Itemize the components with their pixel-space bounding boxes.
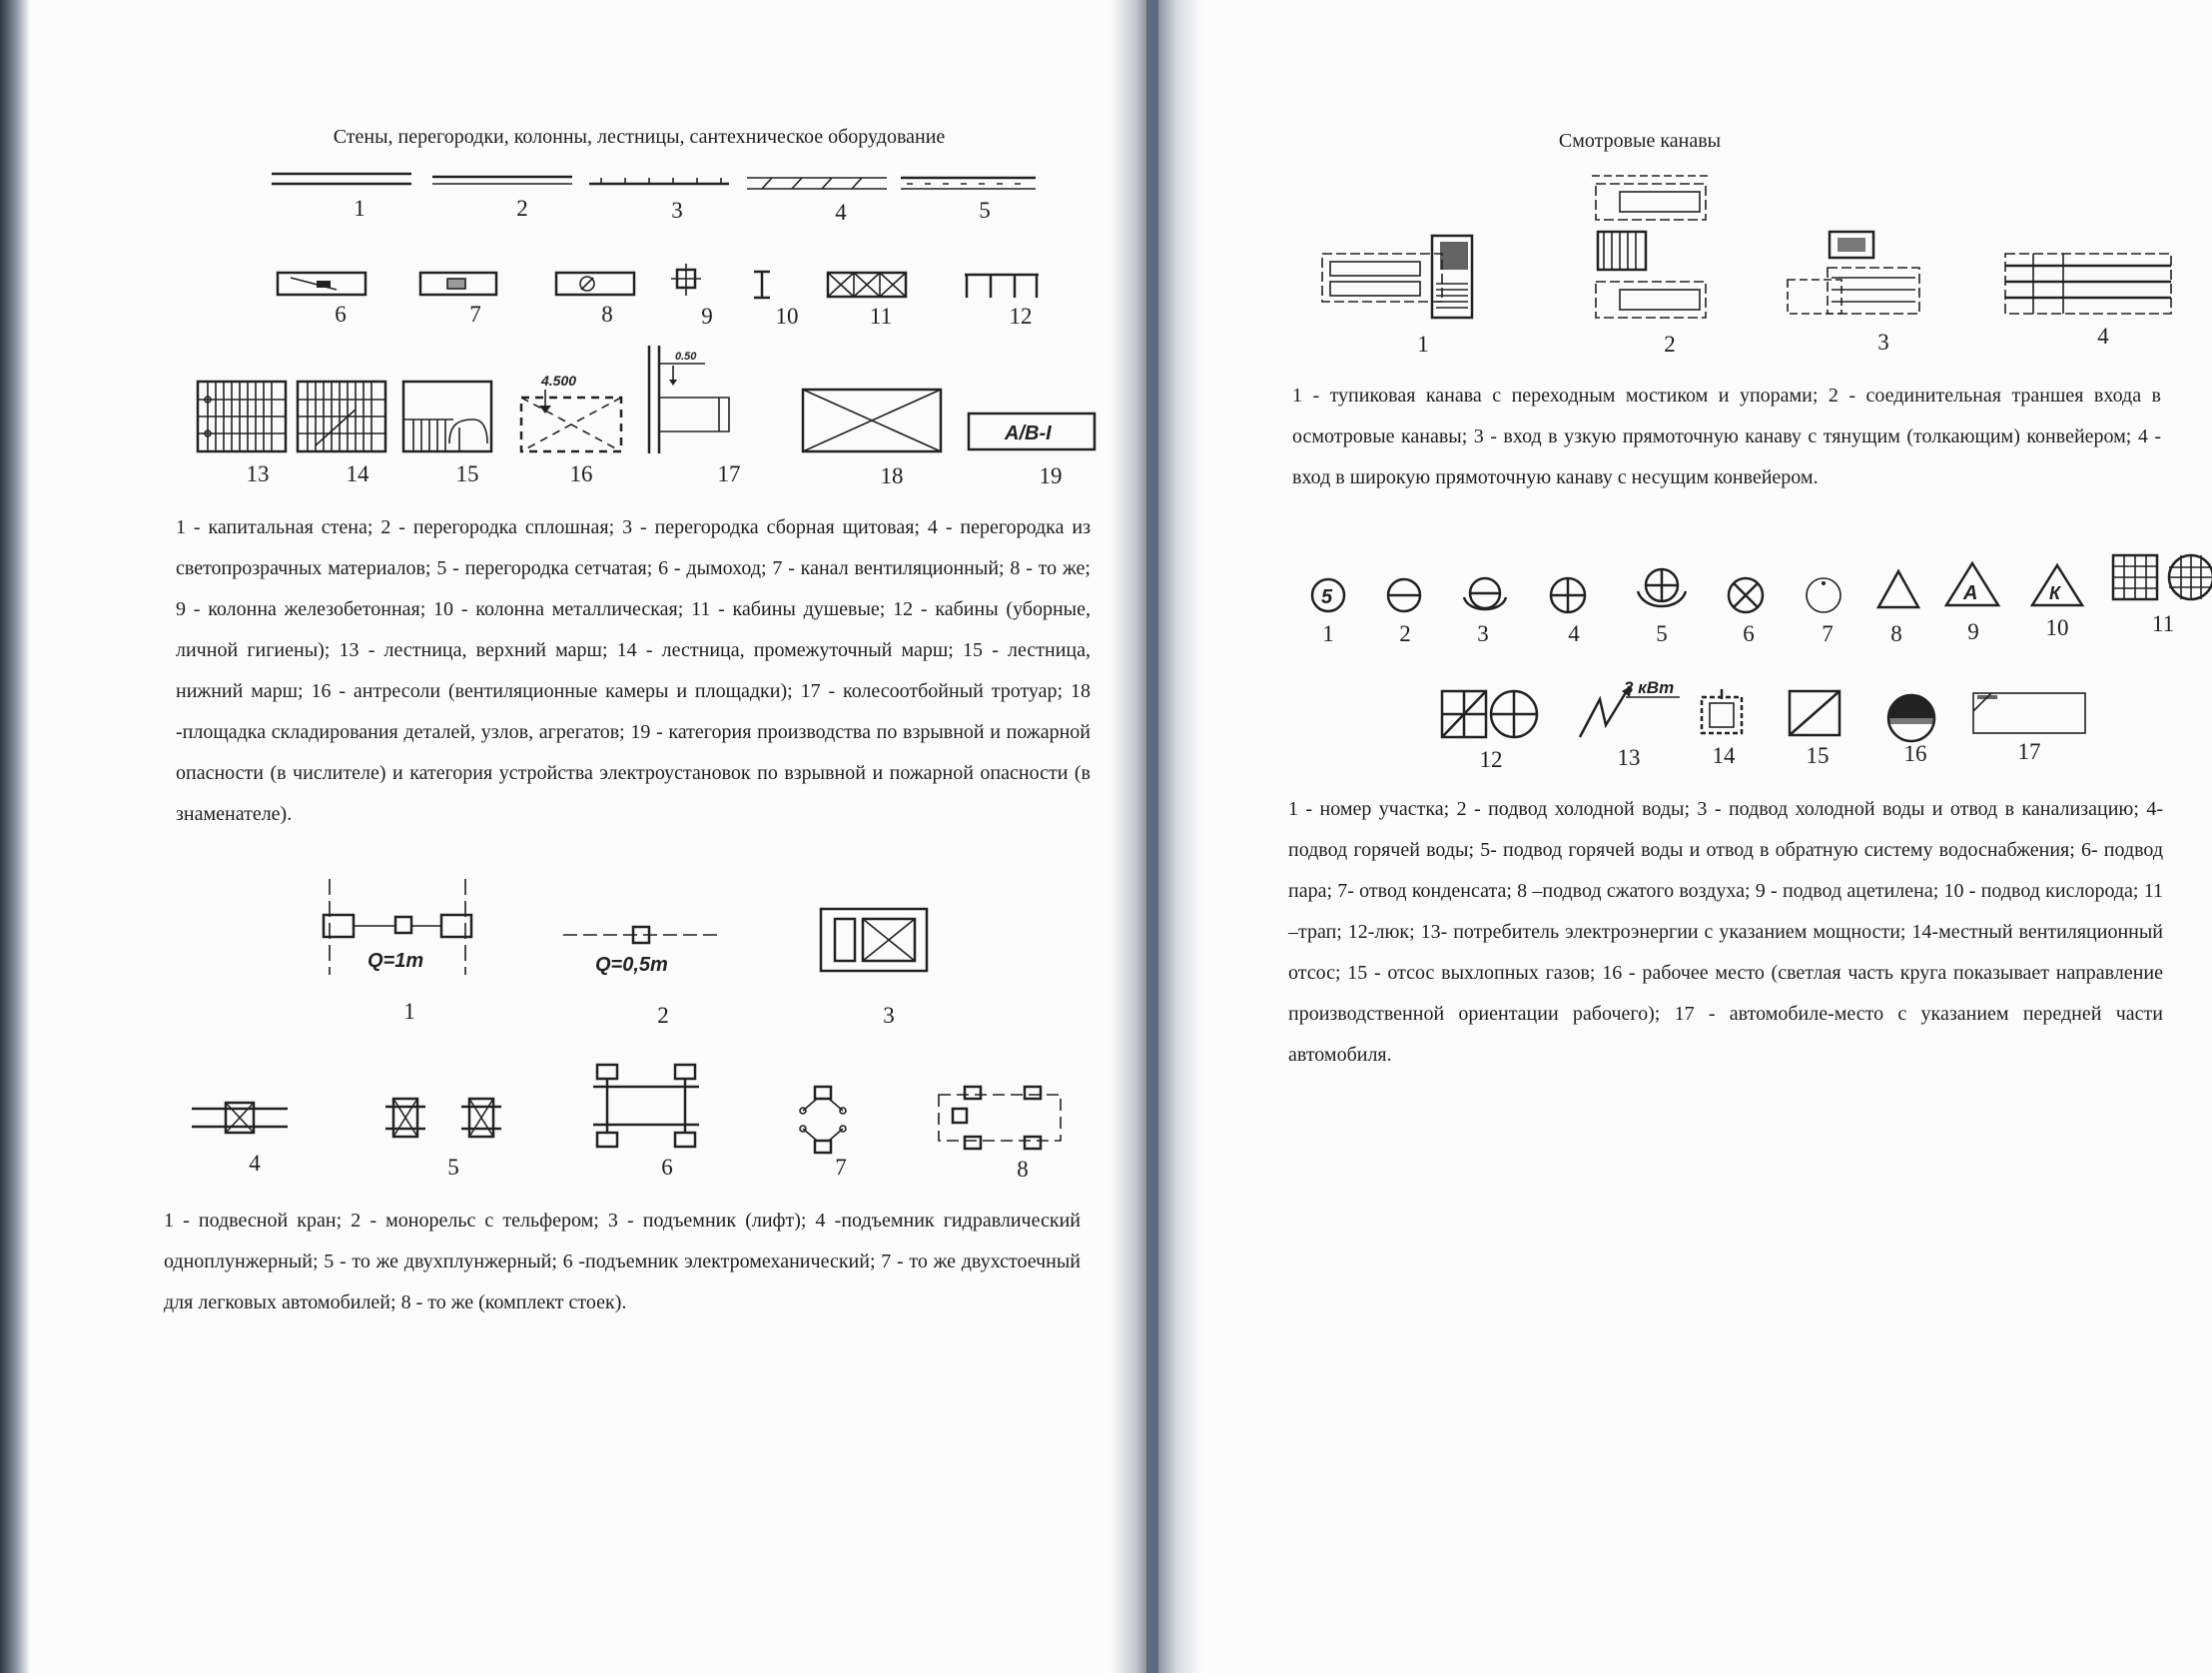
pit-label-3: 3 bbox=[1877, 330, 1889, 355]
label-4: 4 bbox=[835, 200, 847, 225]
right-page bbox=[1158, 0, 2212, 1673]
lift-label-1: 1 bbox=[403, 999, 415, 1024]
hot-water-return-icon bbox=[1634, 565, 1690, 617]
pit-label-4: 4 bbox=[2097, 324, 2109, 349]
label-11: 11 bbox=[869, 304, 893, 329]
util-label-17: 17 bbox=[2017, 739, 2041, 764]
symbol-monorail-hoist bbox=[561, 919, 721, 979]
symbol-glass-partition bbox=[747, 176, 887, 192]
pits-heading: Смотровые канавы bbox=[1558, 130, 1722, 152]
symbol-overhead-crane bbox=[318, 879, 477, 975]
label-19: 19 bbox=[1039, 463, 1063, 488]
util-label-13: 13 bbox=[1617, 745, 1641, 770]
oxygen-icon bbox=[2029, 561, 2085, 609]
util-label-10: 10 bbox=[2045, 615, 2069, 640]
util-label-9: 9 bbox=[1967, 619, 1979, 644]
symbol-shower-cabins bbox=[827, 272, 907, 298]
symbol-dead-end-pit bbox=[1320, 232, 1480, 322]
label-8: 8 bbox=[601, 302, 613, 327]
util-label-15: 15 bbox=[1806, 743, 1830, 768]
crane-capacity-label: Q=1т bbox=[368, 950, 424, 972]
label-15: 15 bbox=[455, 461, 479, 486]
util-label-12: 12 bbox=[1479, 747, 1503, 772]
symbol-stair-upper bbox=[196, 380, 288, 453]
label-7: 7 bbox=[469, 302, 481, 327]
local-exhaust-icon bbox=[1700, 689, 1744, 735]
symbol-capital-wall bbox=[272, 170, 411, 190]
label-6: 6 bbox=[335, 302, 347, 327]
symbol-narrow-pit-entry bbox=[1784, 230, 1923, 320]
category-label-19: А/В-I bbox=[1005, 422, 1052, 444]
lifts-caption: 1 - подвесной кран; 2 - монорельс с тельфером; 3 - подъемник (лифт); 4 -подъемник гидравлический одноплунжерный; 5 - то же двухплунжерный; 6 -подъемник электромеханический; 7 - то же двухстоечный для легковых автомобилей; 8 - то же (комплект стоек). bbox=[164, 1210, 1081, 1313]
util-label-7: 7 bbox=[1822, 621, 1834, 646]
symbol-hydraulic-lift-single bbox=[192, 1099, 288, 1139]
symbol-lift-post-set bbox=[935, 1085, 1065, 1151]
steam-icon bbox=[1724, 573, 1768, 617]
walls-caption: 1 - капитальная стена; 2 - перегородка сплошная; 3 - перегородка сборная щитовая; 4 - перегородка из светопрозрачных материалов; 5 - перегородка сетчатая; 6 - дымоход; 7 - канал вентиляционный; 8 - то же; 9 - колонна железобетонная; 10 - колонна металлическая; 11 - кабины душевые; 12 - кабины (уборные, личной гигиены); 13 - лестница, верхний марш; 14 - лестница, промежуточный марш; 15 - лестница, нижний марш; 16 - антресоли (вентиляционные камеры и площадки); 17 - колесоотбойный тротуар; 18 -площадка складирования деталей, узлов, агрегатов; 19 - категория производства по взрывной и пожарной опасности (в числителе) и категория устройства электроустановок по взрывной и пожарной опасности (в знаменателе). bbox=[176, 516, 1091, 825]
lift-label-7: 7 bbox=[835, 1155, 847, 1180]
walls-heading: Стены, перегородки, колонны, лестницы, сантехническое оборудование bbox=[333, 126, 946, 148]
pit-label-2: 2 bbox=[1664, 332, 1676, 357]
symbol-wheel-curb bbox=[645, 346, 785, 455]
section-number-label: 5 bbox=[1321, 586, 1333, 608]
oxygen-label: К bbox=[2049, 583, 2061, 603]
lift-label-4: 4 bbox=[249, 1151, 261, 1176]
util-label-6: 6 bbox=[1743, 621, 1755, 646]
util-label-2: 2 bbox=[1399, 621, 1411, 646]
elevation-label-16: 4.500 bbox=[541, 373, 577, 389]
power-label: 3 кВт bbox=[1624, 678, 1675, 697]
lift-label-2: 2 bbox=[657, 1003, 669, 1028]
cold-water-sewer-icon bbox=[1460, 575, 1510, 619]
floor-drain-icon bbox=[2111, 553, 2212, 605]
util-label-14: 14 bbox=[1712, 743, 1736, 768]
symbol-stair-lower bbox=[401, 380, 493, 453]
pit-label-1: 1 bbox=[1417, 332, 1429, 357]
label-5: 5 bbox=[979, 198, 991, 223]
book-gutter bbox=[1146, 0, 1158, 1673]
symbol-two-post-lift bbox=[799, 1085, 847, 1155]
monorail-capacity-label: Q=0,5т bbox=[595, 954, 668, 976]
label-16: 16 bbox=[569, 461, 593, 486]
symbol-stair-middle bbox=[296, 380, 387, 453]
label-9: 9 bbox=[701, 304, 713, 329]
acetylene-label: А bbox=[1963, 582, 1978, 604]
symbol-solid-partition bbox=[432, 174, 572, 188]
util-label-4: 4 bbox=[1568, 621, 1580, 646]
label-18: 18 bbox=[880, 463, 904, 488]
symbol-wide-pit-entry bbox=[2003, 252, 2173, 316]
label-3: 3 bbox=[671, 198, 683, 223]
util-label-1: 1 bbox=[1322, 621, 1334, 646]
symbol-mezzanine bbox=[517, 372, 627, 455]
symbol-panel-partition bbox=[589, 176, 729, 190]
symbol-mesh-partition bbox=[901, 176, 1036, 192]
elevation-label-17: 0.50 bbox=[675, 351, 697, 363]
util-label-16: 16 bbox=[1903, 741, 1927, 766]
symbol-vent-channel bbox=[419, 272, 497, 296]
lift-label-5: 5 bbox=[447, 1155, 459, 1180]
label-10: 10 bbox=[775, 304, 799, 329]
lift-label-3: 3 bbox=[883, 1003, 895, 1028]
lift-label-8: 8 bbox=[1017, 1157, 1029, 1182]
utilities-caption: 1 - номер участка; 2 - подвод холодной воды; 3 - подвод холодной воды и отвод в канализацию; 4- подвод горячей воды; 5- подвод горячей воды и отвод в обратную систему водоснабжения; 6- подвод пара; 7- отвод конденсата; 8 –подвод сжатого воздуха; 9 - подвод ацетилена; 10 - подвод кислорода; 11 –трап; 12-люк; 13- потребитель электроэнергии с указанием мощности; 14-местный вентиляционный отсос; 15 - отсос выхлопных газов; 16 - рабочее место (светлая часть круга показывает направление производственной ориентации рабочего); 17 - автомобиле-место с указанием передней части автомобиля. bbox=[1288, 798, 2163, 1066]
workplace-icon bbox=[1885, 693, 1937, 743]
symbol-vent-channel-round bbox=[555, 272, 635, 296]
label-1: 1 bbox=[354, 196, 366, 221]
symbol-category-box bbox=[967, 412, 1097, 451]
symbol-storage-area bbox=[801, 388, 943, 453]
util-label-8: 8 bbox=[1890, 621, 1902, 646]
section-number-icon bbox=[1308, 575, 1348, 615]
symbol-electromech-lift bbox=[591, 1063, 701, 1149]
symbol-rc-column bbox=[671, 264, 701, 296]
compressed-air-icon bbox=[1875, 567, 1921, 611]
symbol-steel-column bbox=[752, 270, 772, 300]
label-17: 17 bbox=[717, 461, 741, 486]
symbol-toilet-cabins bbox=[965, 272, 1039, 298]
symbol-lift bbox=[819, 907, 929, 973]
car-place-icon bbox=[1971, 689, 2087, 737]
acetylene-icon bbox=[1943, 559, 2001, 609]
util-label-11: 11 bbox=[2151, 611, 2175, 636]
label-2: 2 bbox=[516, 196, 528, 221]
label-13: 13 bbox=[246, 461, 270, 486]
hatch-icon bbox=[1440, 689, 1540, 741]
label-14: 14 bbox=[346, 461, 369, 486]
lift-label-6: 6 bbox=[661, 1155, 673, 1180]
cold-water-icon bbox=[1384, 575, 1424, 615]
label-12: 12 bbox=[1009, 304, 1033, 329]
util-label-3: 3 bbox=[1477, 621, 1489, 646]
symbol-hydraulic-lift-double bbox=[385, 1097, 501, 1141]
util-label-5: 5 bbox=[1656, 621, 1668, 646]
symbol-connecting-trench bbox=[1584, 170, 1714, 328]
hot-water-icon bbox=[1546, 573, 1590, 617]
condensate-icon bbox=[1802, 573, 1845, 617]
symbol-chimney bbox=[277, 272, 367, 296]
power-consumer-icon bbox=[1576, 675, 1686, 741]
exhaust-gas-icon bbox=[1788, 689, 1842, 737]
pits-caption: 1 - тупиковая канава с переходным мостиком и упорами; 2 - соединительная траншея входа в осмотровые канавы; 3 - вход в узкую прямоточную канаву с тянущим (толкающим) конвейером; 4 - вход в широкую прямоточную канаву с несущим конвейером. bbox=[1292, 385, 2161, 488]
